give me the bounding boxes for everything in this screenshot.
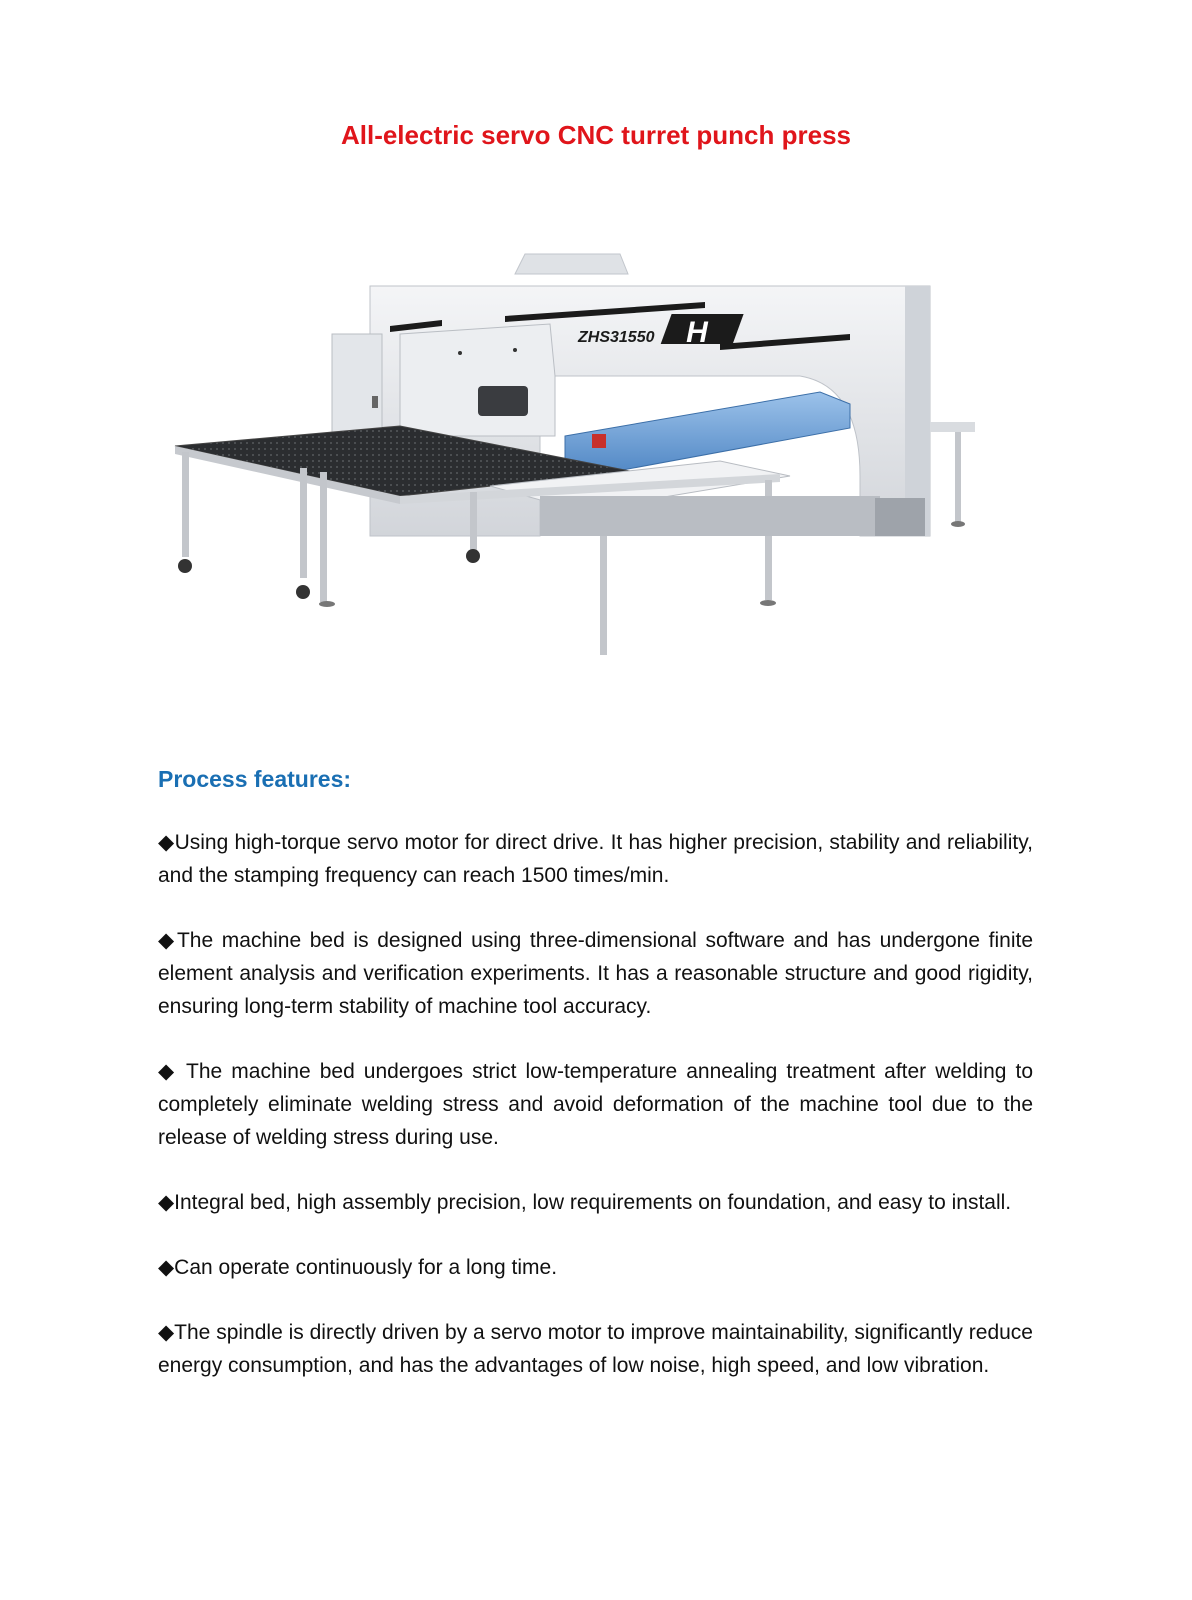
model-label: ZHS31550 bbox=[578, 329, 655, 346]
machine-photo bbox=[160, 236, 1010, 676]
feature-item: ◆The machine bed is designed using three-dimensional software and has undergone finite element analysis and verification experiments. It has a reasonable structure and good rigidity, ensuring long-term stability of machine tool accuracy. bbox=[158, 929, 1033, 1018]
feature-item: ◆ The machine bed undergoes strict low-temperature annealing treatment after welding to completely eliminate welding stress and avoid deformation of the machine tool due to the release of welding stress during use. bbox=[158, 1060, 1033, 1149]
logo-letter: H bbox=[686, 316, 708, 349]
feature-item: ◆Using high-torque servo motor for direct drive. It has higher precision, stability and reliability, and the stamping frequency can reach 1500 times/min. bbox=[158, 831, 1033, 887]
feature-item: ◆Integral bed, high assembly precision, low requirements on foundation, and easy to install. bbox=[158, 1191, 1012, 1214]
page-title: All-electric servo CNC turret punch press bbox=[340, 120, 852, 150]
feature-list bbox=[158, 826, 1033, 1414]
feature-item: ◆The spindle is directly driven by a servo motor to improve maintainability, significantly reduce energy consumption, and has the advantages of low noise, high speed, and low vibration. bbox=[158, 1321, 1033, 1377]
section-heading: Process features: bbox=[158, 766, 352, 792]
feature-item: ◆Can operate continuously for a long time. bbox=[158, 1256, 558, 1279]
